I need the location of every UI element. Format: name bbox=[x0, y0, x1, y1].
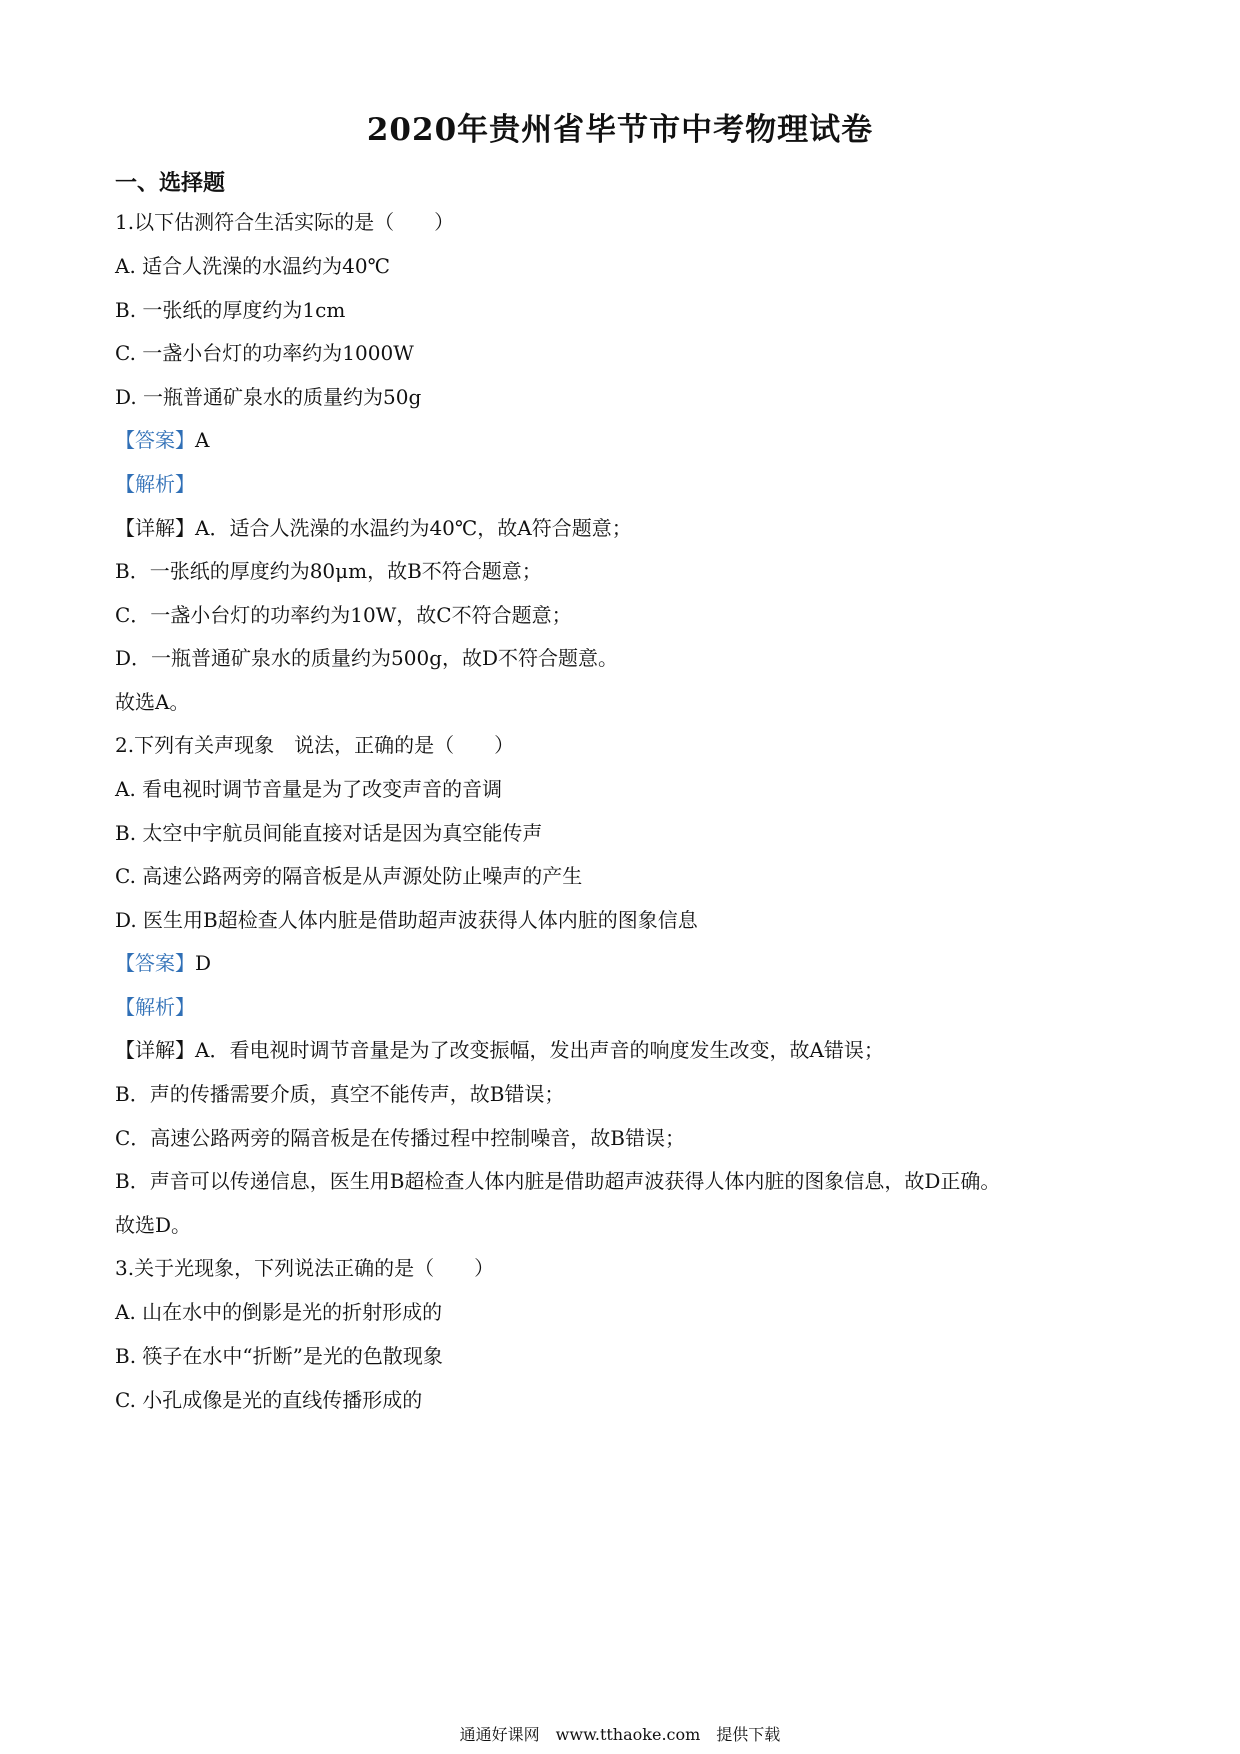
text-line: A. 山在水中的倒影是光的折射形成的 bbox=[115, 1300, 443, 1324]
analysis-line bbox=[115, 470, 195, 498]
footer-text: 通通好课网 www.tthaoke.com 提供下载 bbox=[459, 1725, 781, 1744]
answer-value: A bbox=[195, 428, 210, 452]
answer-value: D bbox=[195, 951, 212, 975]
page-title: 2020年贵州省毕节市中考物理试卷 bbox=[366, 112, 874, 148]
text-line: B．声音可以传递信息，医生用B超检查人体内脏是借助超声波获得人体内脏的图象信息，故D正确。 bbox=[115, 1169, 1001, 1193]
text-line: 故选A。 bbox=[115, 690, 190, 714]
section-heading: 一、选择题 bbox=[115, 170, 226, 196]
answer-line bbox=[115, 426, 209, 454]
answer-line bbox=[115, 949, 211, 977]
text-line: D．一瓶普通矿泉水的质量约为500g，故D不符合题意。 bbox=[115, 646, 619, 670]
analysis-tag: 【解析】 bbox=[115, 995, 195, 1019]
answer-tag: 【答案】 bbox=[115, 951, 195, 975]
text-line: 故选D。 bbox=[115, 1213, 192, 1237]
text-line: B. 筷子在水中“折断”是光的色散现象 bbox=[115, 1344, 443, 1368]
answer-tag: 【答案】 bbox=[115, 428, 195, 452]
text-line: A. 适合人洗澡的水温约为40℃ bbox=[115, 254, 390, 278]
text-line: 【详解】A．看电视时调节音量是为了改变振幅，发出声音的响度发生改变，故A错误； bbox=[115, 1038, 884, 1062]
text-line: B. 太空中宇航员间能直接对话是因为真空能传声 bbox=[115, 821, 543, 845]
text-line: C．一盏小台灯的功率约为10W，故C不符合题意； bbox=[115, 603, 572, 627]
analysis-tag: 【解析】 bbox=[115, 472, 195, 496]
text-line: B．声的传播需要介质，真空不能传声，故B错误； bbox=[115, 1082, 565, 1106]
question-stem: 2.下列有关声现象 说法，正确的是（ ） bbox=[115, 733, 515, 757]
text-line: C．高速公路两旁的隔音板是在传播过程中控制噪音，故B错误； bbox=[115, 1126, 685, 1150]
question-stem: 3.关于光现象，下列说法正确的是（ ） bbox=[115, 1256, 495, 1280]
text-line: C. 一盏小台灯的功率约为1000W bbox=[115, 341, 414, 365]
text-line: D. 一瓶普通矿泉水的质量约为50g bbox=[115, 385, 422, 409]
text-line: A. 看电视时调节音量是为了改变声音的音调 bbox=[115, 777, 503, 801]
text-line: 【详解】A．适合人洗澡的水温约为40℃，故A符合题意； bbox=[115, 516, 632, 540]
text-line: B．一张纸的厚度约为80μm，故B不符合题意； bbox=[115, 559, 542, 583]
analysis-line bbox=[115, 993, 195, 1021]
text-line: D. 医生用B超检查人体内脏是借助超声波获得人体内脏的图象信息 bbox=[115, 908, 698, 932]
text-line: C. 高速公路两旁的隔音板是从声源处防止噪声的产生 bbox=[115, 864, 583, 888]
text-line: C. 小孔成像是光的直线传播形成的 bbox=[115, 1388, 423, 1412]
question-stem: 1.以下估测符合生活实际的是（ ） bbox=[115, 210, 455, 234]
text-line: B. 一张纸的厚度约为1cm bbox=[115, 298, 346, 322]
